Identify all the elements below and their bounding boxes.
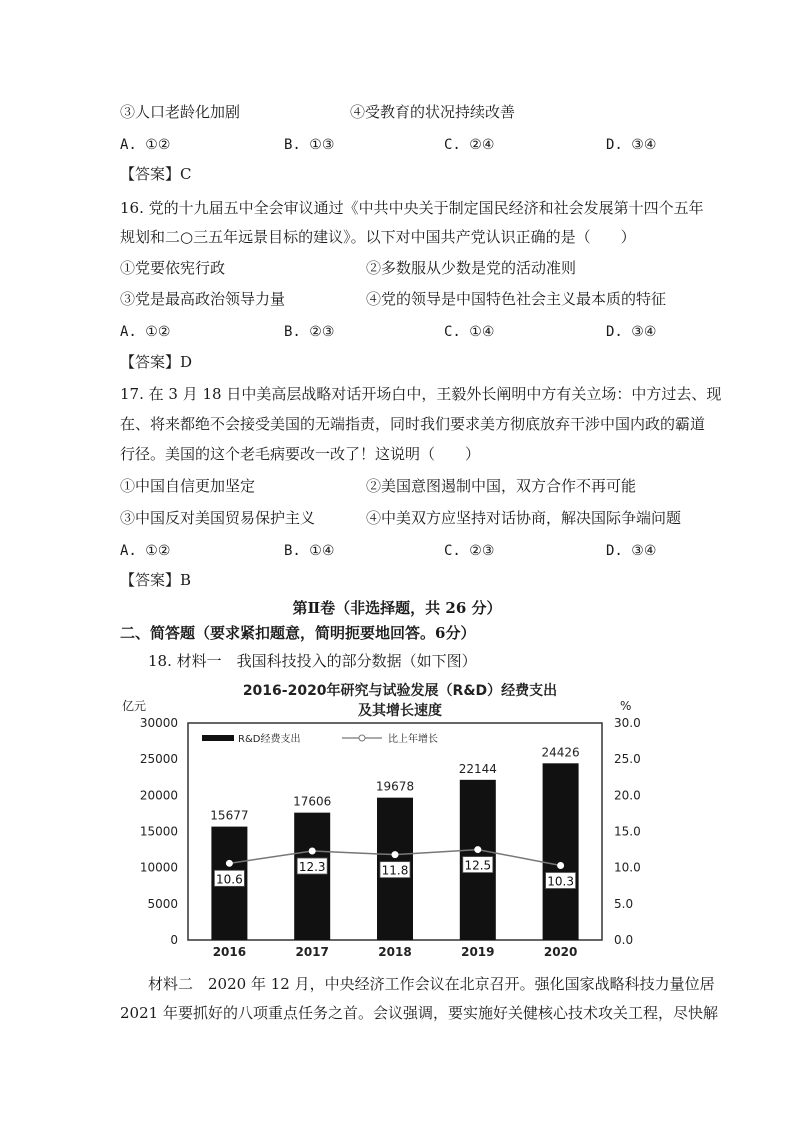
q16-option-c: C. ①④ xyxy=(444,324,495,340)
q18-material2-line2: 2021 年要抓好的八项重点任务之首。会议强调，要实施好关健核心技术攻关工程，尽快解 xyxy=(120,1004,718,1022)
rd-expenditure-chart xyxy=(120,678,650,963)
x-tick-label: 2018 xyxy=(378,945,412,959)
growth-value-label: 10.6 xyxy=(216,872,243,887)
chart-title-line2: 及其增长速度 xyxy=(358,703,442,719)
q17-answer: 【答案】B xyxy=(120,571,192,589)
q17-stem-line3: 行径。美国的这个老毛病要改一改了！这说明（ ） xyxy=(120,445,481,463)
left-tick-label: 15000 xyxy=(139,824,178,839)
part2-title: 第Ⅱ卷（非选择题，共 26 分） xyxy=(292,599,502,617)
q17-option-d: D. ③④ xyxy=(606,543,657,559)
growth-point xyxy=(392,852,398,858)
q16-stem-line1: 16. 党的十九届五中全会审议通过《中共中央关于制定国民经济和社会发展第十四个五年 xyxy=(120,199,704,217)
x-tick-label: 2020 xyxy=(543,945,578,959)
bar-value-label: 22144 xyxy=(458,761,497,776)
right-tick-label: 30.0 xyxy=(614,716,641,730)
growth-value-label: 11.8 xyxy=(381,863,409,878)
q15-item3: ③人口老龄化加剧 xyxy=(120,103,241,121)
q16-item2: ②多数服从少数是党的活动准则 xyxy=(366,259,577,277)
left-tick-label: 5000 xyxy=(147,896,178,911)
q17-item3: ③中国反对美国贸易保护主义 xyxy=(120,509,316,527)
right-tick-label: 0.0 xyxy=(614,933,634,947)
q17-stem-line2: 在、将来都绝不会接受美国的无端指责，同时我们要求美方彻底放弃干涉中国内政的霸道 xyxy=(120,415,706,433)
q16-option-b: B. ②③ xyxy=(284,324,335,340)
growth-value-label: 12.5 xyxy=(464,858,492,873)
growth-value-label: 12.3 xyxy=(298,860,326,875)
legend-bar-label: R&D经费支出 xyxy=(238,734,301,745)
growth-point xyxy=(309,848,315,854)
growth-point xyxy=(558,862,564,868)
growth-point xyxy=(475,847,481,853)
right-axis-unit: % xyxy=(620,699,632,713)
bar-value-label: 17606 xyxy=(293,794,332,809)
q16-item1: ①党要依宪行政 xyxy=(120,259,226,277)
legend-line-label: 比上年增长 xyxy=(388,734,438,745)
bar-2017 xyxy=(294,813,330,940)
q15-option-a: A. ①② xyxy=(120,137,171,153)
left-tick-label: 10000 xyxy=(139,860,178,875)
bar-value-label: 19678 xyxy=(375,779,415,794)
left-tick-label: 25000 xyxy=(139,752,178,767)
bar-value-label: 24426 xyxy=(541,745,580,760)
q15-option-c: C. ②④ xyxy=(444,137,495,153)
q16-answer: 【答案】D xyxy=(120,353,193,371)
right-tick-label: 10.0 xyxy=(614,860,641,875)
q17-option-b: B. ①④ xyxy=(284,543,335,559)
q16-option-d: D. ③④ xyxy=(606,324,657,340)
q16-item3: ③党是最高政治领导力量 xyxy=(120,290,286,308)
bar-2020 xyxy=(543,763,579,940)
q17-item1: ①中国自信更加坚定 xyxy=(120,477,256,495)
section2-title: 二、简答题（要求紧扣题意，简明扼要地回答。6分） xyxy=(120,624,476,642)
q16-item4: ④党的领导是中国特色社会主义最本质的特征 xyxy=(366,290,667,308)
legend-bar-swatch xyxy=(202,735,234,741)
right-tick-label: 5.0 xyxy=(614,896,634,911)
right-tick-label: 20.0 xyxy=(614,788,641,803)
chart-title-line1: 2016-2020年研究与试验发展（R&D）经费支出 xyxy=(242,683,558,699)
q17-option-c: C. ②③ xyxy=(444,543,495,559)
growth-value-label: 10.3 xyxy=(547,874,574,889)
right-tick-label: 15.0 xyxy=(614,824,641,839)
left-tick-label: 20000 xyxy=(139,788,178,803)
left-tick-label: 30000 xyxy=(139,716,178,730)
q17-item2: ②美国意图遏制中国，双方合作不再可能 xyxy=(366,477,637,495)
q18-material1: 18. 材料一 我国科技投入的部分数据（如下图） xyxy=(148,652,477,670)
q15-item4: ④受教育的状况持续改善 xyxy=(350,103,516,121)
q15-answer: 【答案】C xyxy=(120,165,192,183)
x-tick-label: 2019 xyxy=(461,945,495,959)
q17-item4: ④中美双方应坚持对话协商，解决国际争端问题 xyxy=(366,509,682,527)
left-axis-unit: 亿元 xyxy=(122,699,147,713)
x-tick-label: 2017 xyxy=(295,945,329,959)
q16-option-a: A. ①② xyxy=(120,324,171,340)
right-tick-label: 25.0 xyxy=(614,752,641,767)
bar-value-label: 15677 xyxy=(210,808,249,823)
x-tick-label: 2016 xyxy=(212,945,247,959)
q17-stem-line1: 17. 在 3 月 18 日中美高层战略对话开场白中，王毅外长阐明中方有关立场：中方过去、现 xyxy=(120,385,722,403)
q15-option-d: D. ③④ xyxy=(606,137,657,153)
legend-line-marker xyxy=(359,735,365,741)
growth-point xyxy=(226,860,232,866)
q18-material2-line1: 材料二 2020 年 12 月，中央经济工作会议在北京召开。强化国家战略科技力量位居 xyxy=(148,975,715,993)
q15-option-b: B. ①③ xyxy=(284,137,335,153)
q17-option-a: A. ①② xyxy=(120,543,171,559)
left-tick-label: 0 xyxy=(170,933,178,947)
q16-stem-line2: 规划和二○三五年远景目标的建议》。以下对中国共产党认识正确的是（ ） xyxy=(120,228,636,246)
